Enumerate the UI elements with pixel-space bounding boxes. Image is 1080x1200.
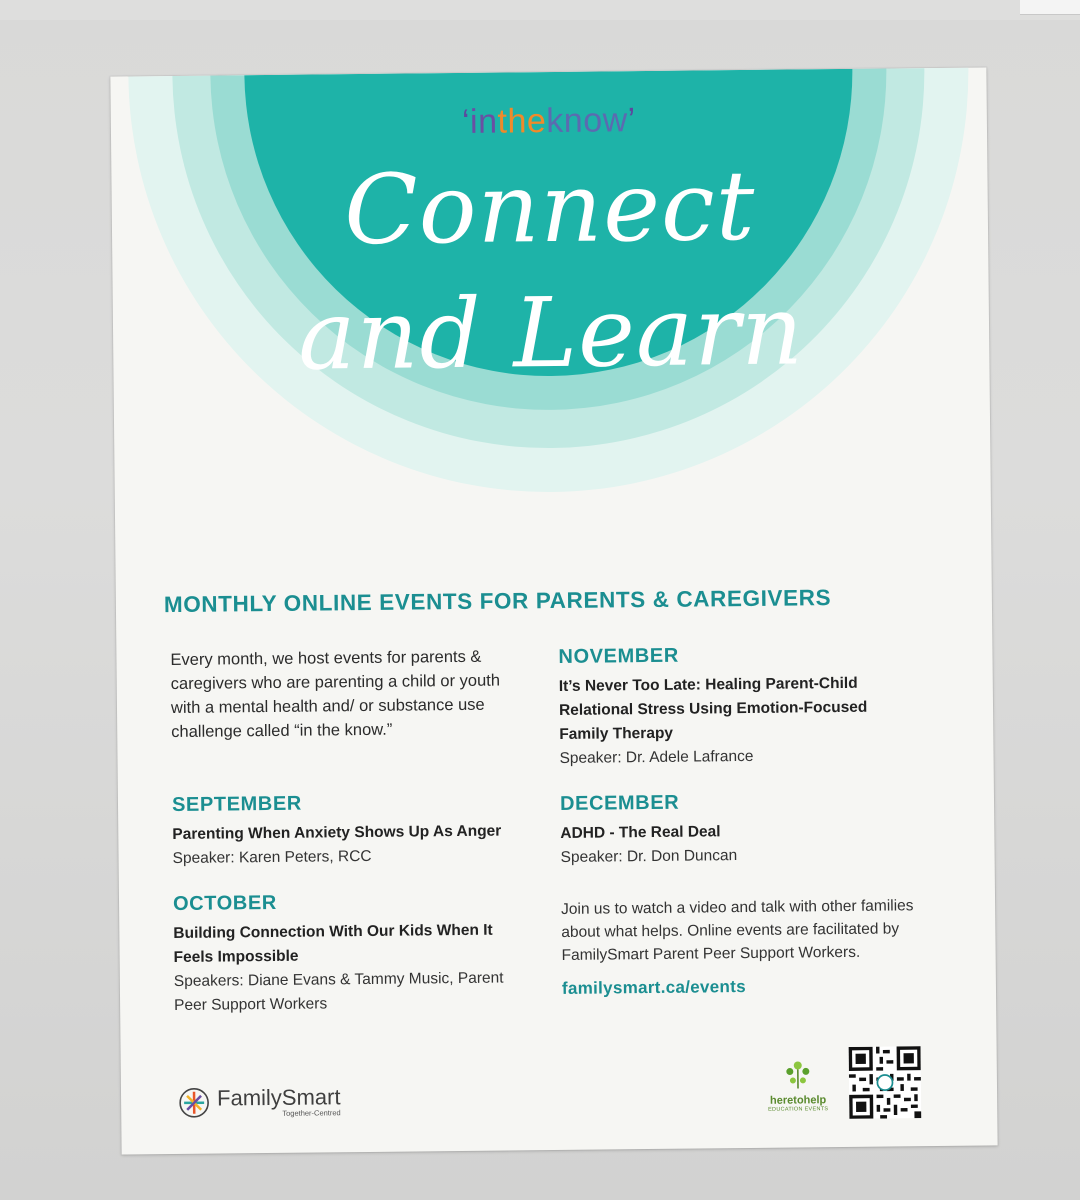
month-label: DECEMBER bbox=[559, 791, 680, 815]
heretohelp-leaf-icon bbox=[782, 1059, 814, 1089]
screen-corner bbox=[1020, 0, 1080, 15]
month-label: NOVEMBER bbox=[558, 644, 679, 668]
event-october bbox=[173, 889, 514, 1018]
heretohelp-logo bbox=[753, 1059, 844, 1113]
event-december bbox=[560, 789, 921, 870]
brand-in: in bbox=[469, 102, 498, 141]
brand-know: know bbox=[546, 101, 628, 141]
left-column bbox=[170, 644, 514, 1018]
events-headline: MONTHLY ONLINE EVENTS FOR PARENTS & CAREGIVERS bbox=[163, 585, 832, 618]
join-us-text: Join us to watch a video and talk with other families about what helps. Online events are facilitated by FamilySmart Parent Peer Support Workers. bbox=[561, 897, 914, 964]
event-speaker: Speaker: Karen Peters, RCC bbox=[172, 847, 372, 868]
month-label: SEPTEMBER bbox=[171, 792, 302, 817]
brand-quote-close: ’ bbox=[627, 101, 636, 140]
title-and-learn: and Learn bbox=[297, 274, 805, 392]
qr-code-icon[interactable] bbox=[849, 1046, 922, 1119]
event-september bbox=[172, 790, 513, 871]
event-title: It’s Never Too Late: Healing Parent-Child Relational Stress Using Emotion-Focused Family Therapy bbox=[558, 674, 868, 743]
event-speaker: Speaker: Dr. Adele Lafrance bbox=[559, 747, 754, 767]
familysmart-name: FamilySmart bbox=[216, 1084, 341, 1111]
event-title: Building Connection With Our Kids When It Feels Impossible bbox=[173, 921, 493, 967]
familysmart-logo bbox=[179, 1084, 341, 1119]
event-poster bbox=[110, 67, 997, 1154]
event-november bbox=[558, 642, 919, 771]
events-url[interactable]: familysmart.ca/events bbox=[561, 977, 746, 998]
brand-quote-open: ‘ bbox=[461, 102, 471, 141]
monitor-bezel bbox=[0, 0, 1080, 20]
event-title: ADHD - The Real Deal bbox=[560, 823, 721, 842]
month-label: OCTOBER bbox=[172, 891, 278, 916]
brand-the: the bbox=[497, 102, 547, 141]
heretohelp-name: heretohelp bbox=[769, 1094, 827, 1107]
familysmart-tagline: Together-Centred bbox=[282, 1108, 341, 1118]
event-title: Parenting When Anxiety Shows Up As Anger bbox=[172, 822, 502, 844]
intro-text: Every month, we host events for parents & caregivers who are parenting a child or youth with a mental health and/ or substance use challenge called “in the know.” bbox=[170, 647, 501, 742]
title-connect: Connect bbox=[343, 149, 756, 267]
event-speaker: Speaker: Dr. Don Duncan bbox=[560, 847, 738, 866]
familysmart-star-icon bbox=[179, 1087, 209, 1117]
event-speaker: Speakers: Diane Evans & Tammy Music, Parent Peer Support Workers bbox=[173, 969, 504, 1014]
right-column bbox=[558, 642, 922, 999]
heretohelp-tagline: EDUCATION EVENTS bbox=[768, 1106, 829, 1113]
